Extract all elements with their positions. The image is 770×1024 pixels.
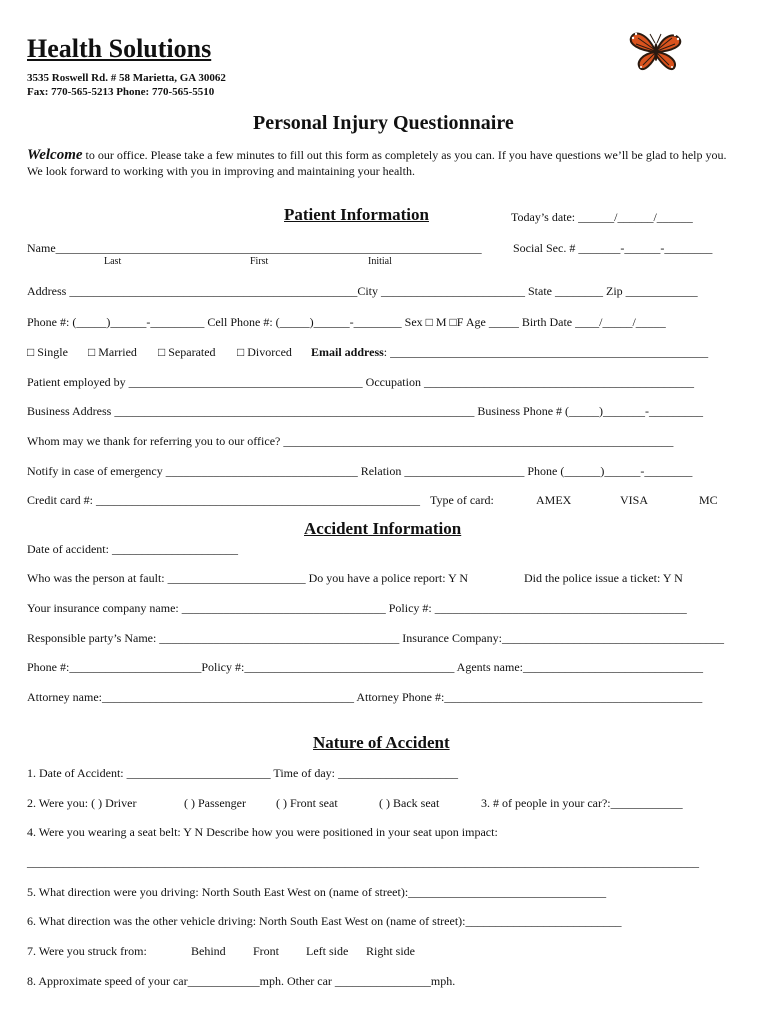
status-separated-checkbox[interactable]: □ Separated xyxy=(158,345,216,359)
card-amex-option[interactable]: AMEX xyxy=(536,493,572,507)
q6-other-vehicle-direction-row[interactable]: 6. What direction was the other vehicle driving: North South East West on (name of street):__________________________ xyxy=(27,914,622,928)
org-contact: Fax: 770-565-5213 Phone: 770-565-5510 xyxy=(27,86,215,98)
card-visa-option[interactable]: VISA xyxy=(620,493,649,507)
q7-right-side-option[interactable]: Right side xyxy=(366,944,416,958)
responsible-party-row[interactable]: Responsible party’s Name: ________________________________________ Insurance Company:_____________________________________ xyxy=(27,631,724,645)
intro-paragraph xyxy=(27,147,727,179)
card-type-label: Type of card: xyxy=(430,493,494,507)
address-field[interactable]: Address ________________________________________________City ________________________ State ________ Zip ____________ xyxy=(27,284,698,298)
q7-behind-option[interactable]: Behind xyxy=(191,944,226,958)
intro-text: to our office. Please take a few minutes to fill out this form as completely as you can. If you have questions we’ll be glad to help you. We look forward to working with you in improving and maintaining your health. xyxy=(27,148,727,178)
name-first-caption: First xyxy=(250,256,269,267)
card-mc-option[interactable]: MC xyxy=(699,493,718,507)
business-address-row[interactable]: Business Address ____________________________________________________________ Business Phone # (_____)_______-_________ xyxy=(27,404,704,418)
q7-front-option[interactable]: Front xyxy=(253,944,280,958)
q7-left-side-option[interactable]: Left side xyxy=(306,944,349,958)
fault-police-report-row[interactable]: Who was the person at fault: _______________________ Do you have a police report: Y N xyxy=(27,571,469,585)
police-ticket-row[interactable]: Did the police issue a ticket: Y N xyxy=(524,571,683,585)
q1-date-time-row[interactable]: 1. Date of Accident: ________________________ Time of day: ____________________ xyxy=(27,766,458,780)
phone-policy-agent-row[interactable]: Phone #:______________________Policy #:___________________________________ Agents name:______________________________ xyxy=(27,660,703,674)
q2-back-seat-option[interactable]: ( ) Back seat xyxy=(379,796,440,810)
butterfly-icon xyxy=(628,28,684,74)
org-name: Health Solutions xyxy=(27,34,212,63)
q4-description-line[interactable]: ________________________________________________________________________________________________________________ xyxy=(27,855,699,869)
q4-seat-belt-row[interactable]: 4. Were you wearing a seat belt: Y N Describe how you were positioned in your seat upon impact: xyxy=(27,825,498,839)
status-married-checkbox[interactable]: □ Married xyxy=(88,345,137,359)
q2-passenger-option[interactable]: ( ) Passenger xyxy=(184,796,246,810)
status-divorced-checkbox[interactable]: □ Divorced xyxy=(237,345,292,359)
name-initial-caption: Initial xyxy=(368,256,392,267)
butterfly-body xyxy=(654,43,658,61)
q3-people-in-car-field[interactable]: 3. # of people in your car?:____________ xyxy=(481,796,683,810)
welcome-word: Welcome xyxy=(27,147,83,163)
todays-date-field[interactable]: Today’s date: ______/______/______ xyxy=(511,210,693,224)
attorney-row[interactable]: Attorney name:__________________________________________ Attorney Phone #:___________________________________________ xyxy=(27,690,703,704)
insurance-company-row[interactable]: Your insurance company name: __________________________________ Policy #: __________________________________________ xyxy=(27,601,687,615)
phone-sex-age-row[interactable]: Phone #: (_____)______-_________ Cell Phone #: (_____)______-________ Sex □ M □F Age _____ Birth Date ____/_____/_____ xyxy=(27,315,666,329)
referral-field[interactable]: Whom may we thank for referring you to our office? _________________________________________________________________ xyxy=(27,434,674,448)
form-title: Personal Injury Questionnaire xyxy=(253,112,514,134)
q8-speed-row[interactable]: 8. Approximate speed of your car____________mph. Other car ________________mph. xyxy=(27,974,456,988)
email-label: Email address xyxy=(311,345,384,359)
emergency-contact-row[interactable]: Notify in case of emergency ________________________________ Relation ____________________ Phone (______)______-________ xyxy=(27,464,693,478)
accident-info-heading: Accident Information xyxy=(304,519,462,538)
employer-occupation-row[interactable]: Patient employed by _______________________________________ Occupation _____________________________________________ xyxy=(27,375,694,389)
org-address: 3535 Roswell Rd. # 58 Marietta, GA 30062 xyxy=(27,72,226,84)
q7-struck-from-label: 7. Were you struck from: xyxy=(27,944,147,958)
name-last-caption: Last xyxy=(104,256,122,267)
name-field[interactable]: Name_______________________________________________________________________ xyxy=(27,241,482,255)
credit-card-field[interactable]: Credit card #: ______________________________________________________ xyxy=(27,493,420,507)
q5-driving-direction-row[interactable]: 5. What direction were you driving: North South East West on (name of street):_________________________________ xyxy=(27,885,607,899)
email-field[interactable]: : _____________________________________________________ xyxy=(383,345,709,359)
q2-driver-option[interactable]: 2. Were you: ( ) Driver xyxy=(27,796,137,810)
social-security-field[interactable]: Social Sec. # _______-______-________ xyxy=(513,241,713,255)
email-row[interactable] xyxy=(311,345,708,360)
nature-of-accident-heading: Nature of Accident xyxy=(313,733,450,752)
q2-front-seat-option[interactable]: ( ) Front seat xyxy=(276,796,338,810)
status-single-checkbox[interactable]: □ Single xyxy=(27,345,68,359)
patient-info-heading: Patient Information xyxy=(284,205,429,224)
accident-date-field[interactable]: Date of accident: _____________________ xyxy=(27,542,238,556)
